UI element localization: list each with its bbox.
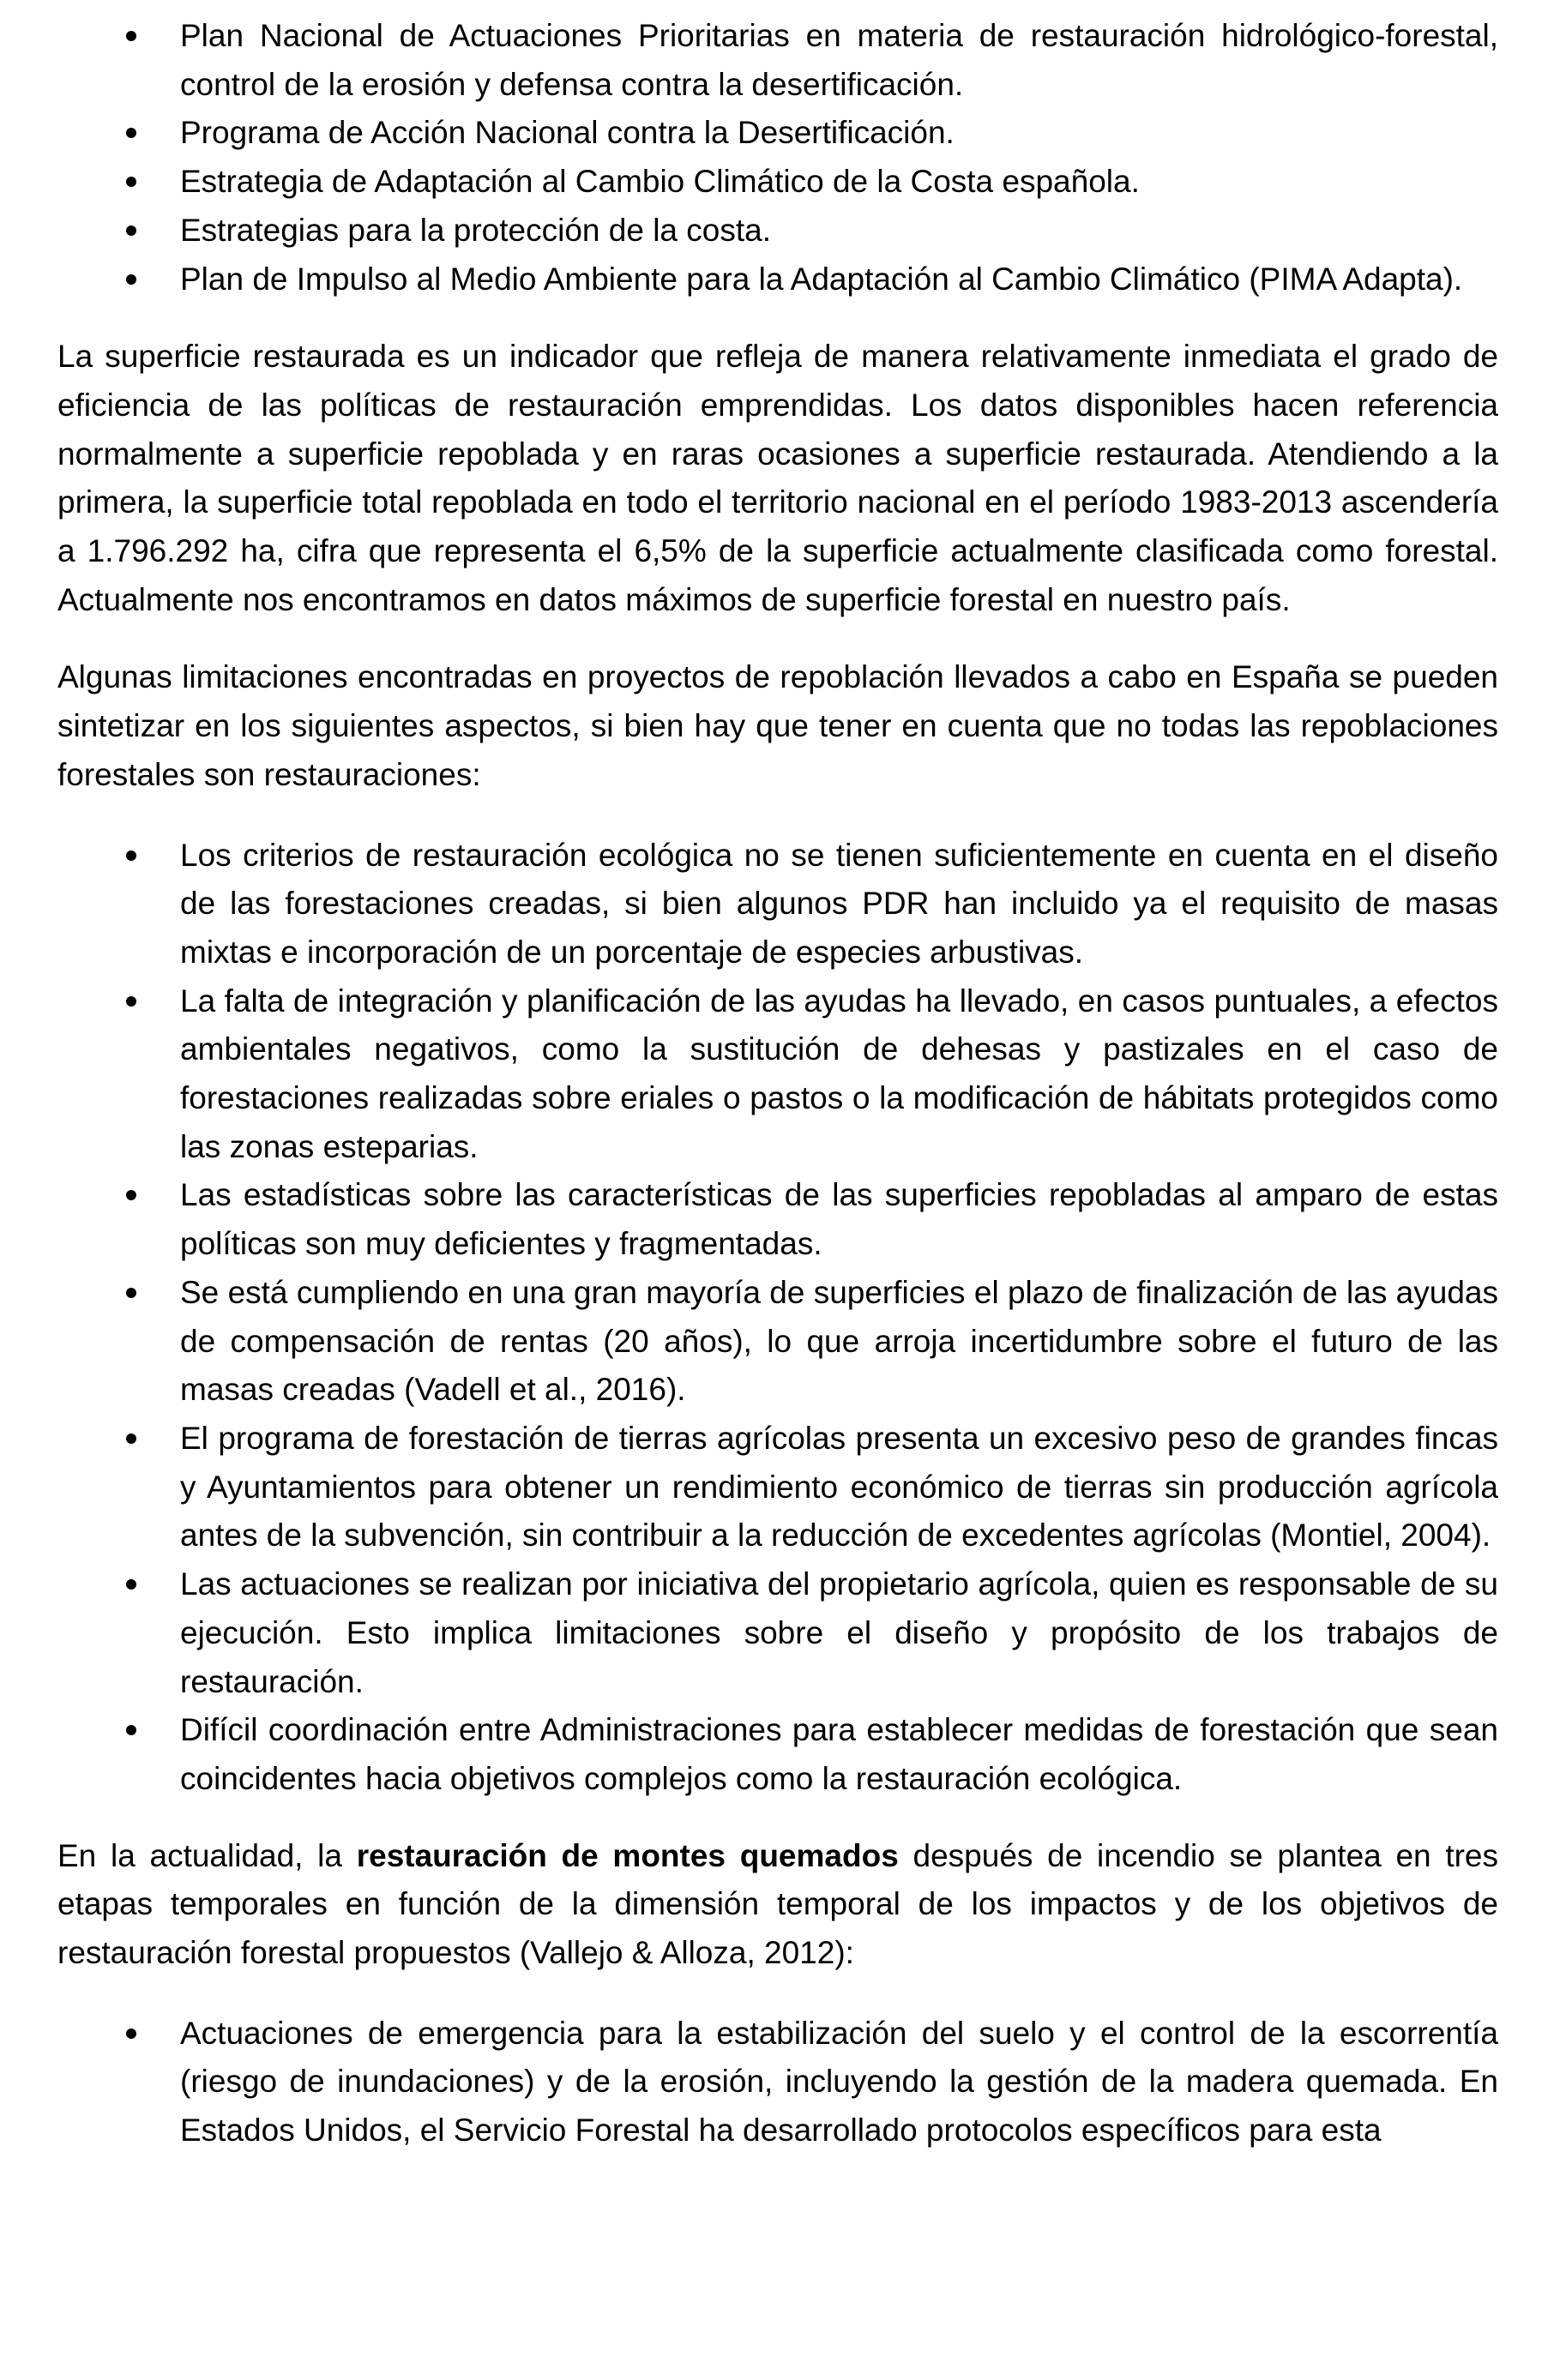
list-item-text: Difícil coordinación entre Administraciones para establecer medidas de forestación que sean coincidentes hacia objetivos complejos como la restauración ecológica. [180,1712,1498,1796]
bullet-list-restoration-stages [57,2010,1498,2155]
list-item-text: Plan de Impulso al Medio Ambiente para la Adaptación al Cambio Climático (PIMA Adapta). [180,261,1463,297]
document-page [57,12,1498,2155]
paragraph-burned-forests [57,1832,1498,1978]
bullet-icon [126,1433,136,1444]
list-item-text: Se está cumpliendo en una gran mayoría de superficies el plazo de finalización de las ayudas de compensación de rentas (20 años), lo que arroja incertidumbre sobre el futuro de las masas creadas (Vadell et al., 2016). [180,1274,1498,1408]
bullet-icon [126,996,136,1007]
list-item-text: Plan Nacional de Actuaciones Prioritarias en materia de restauración hidrológico-forestal, control de la erosión y defensa contra la desertificación. [180,18,1498,102]
bullet-icon [126,177,136,187]
list-item [57,1706,1498,1803]
list-item [57,109,1498,158]
list-item [57,1171,1498,1268]
bullet-list-policies [57,12,1498,304]
list-item [57,977,1498,1172]
list-item [57,1415,1498,1560]
bullet-icon [126,31,136,41]
list-item-text: Estrategia de Adaptación al Cambio Climático de la Costa española. [180,164,1140,200]
bullet-icon [126,2028,136,2039]
paragraph-bold-term: restauración de montes quemados [356,1837,899,1873]
bullet-icon [126,1725,136,1735]
list-item [57,207,1498,255]
list-item-text: La falta de integración y planificación de las ayudas ha llevado, en casos puntuales, a efectos ambientales negativos, como la sustitución de dehesas y pastizales en el caso de forestaciones realizadas sobre eriales o pastos o la modificación de hábitats protegidos como las zonas esteparias. [180,983,1498,1164]
bullet-icon [126,225,136,236]
bullet-icon [126,128,136,138]
bullet-icon [126,1579,136,1590]
list-item-text: Las estadísticas sobre las características de las superficies repobladas al amparo de estas políticas son muy deficientes y fragmentadas. [180,1177,1498,1262]
paragraph-text: después de incendio se plantea en tres etapas temporales en función de la dimensión temporal de los impactos y de los objetivos de restauración forestal propuestos (Vallejo & Alloza, 2012): [57,1837,1499,1971]
list-item [57,1560,1498,1706]
bullet-icon [126,274,136,285]
list-item [57,2010,1498,2155]
list-item-text: Las actuaciones se realizan por iniciativa del propietario agrícola, quien es responsable de su ejecución. Esto implica limitaciones sobre el diseño y propósito de los trabajos de restauración. [180,1566,1498,1699]
paragraph-text: En la actualidad, la [57,1837,357,1873]
list-item-text: Programa de Acción Nacional contra la Desertificación. [180,115,955,151]
paragraph-limitations-intro: Algunas limitaciones encontradas en proyectos de repoblación llevados a cabo en España se pueden sintetizar en los siguientes aspectos, si bien hay que tener en cuenta que no todas las repoblaciones forestales son restauraciones: [57,659,1498,792]
list-item [57,255,1498,304]
list-item-text: Estrategias para la protección de la costa. [180,212,771,248]
list-item [57,1269,1498,1415]
bullet-icon [126,1190,136,1200]
list-item [57,12,1498,109]
list-item [57,158,1498,207]
list-item [57,832,1498,977]
list-item-text: Actuaciones de emergencia para la estabilización del suelo y el control de la escorrentía (riesgo de inundaciones) y de la erosión, incluyendo la gestión de la madera quemada. En Estados Unidos, el Servicio Forestal ha desarrollado protocolos específicos para esta [180,2015,1498,2149]
bullet-list-limitations [57,832,1498,1804]
list-item-text: El programa de forestación de tierras agrícolas presenta un excesivo peso de grandes fincas y Ayuntamientos para obtener un rendimiento económico de tierras sin producción agrícola antes de la subvención, sin contribuir a la reducción de excedentes agrícolas (Montiel, 2004). [180,1420,1498,1554]
paragraph-restored-surface: La superficie restaurada es un indicador que refleja de manera relativamente inmediata el grado de eficiencia de las políticas de restauración emprendidas. Los datos disponibles hacen referencia normalmente a superficie repoblada y en raras ocasiones a superficie restaurada. Atendiendo a la primera, la superficie total repoblada en todo el territorio nacional en el período 1983-2013 ascendería a 1.796.292 ha, cifra que representa el 6,5% de la superficie actualmente clasificada como forestal. Actualmente nos encontramos en datos máximos de superficie forestal en nuestro país. [57,339,1498,617]
bullet-icon [126,850,136,861]
bullet-icon [126,1288,136,1298]
list-item-text: Los criterios de restauración ecológica no se tienen suficientemente en cuenta en el diseño de las forestaciones creadas, si bien algunos PDR han incluido ya el requisito de masas mixtas e incorporación de un porcentaje de especies arbustivas. [180,837,1498,970]
